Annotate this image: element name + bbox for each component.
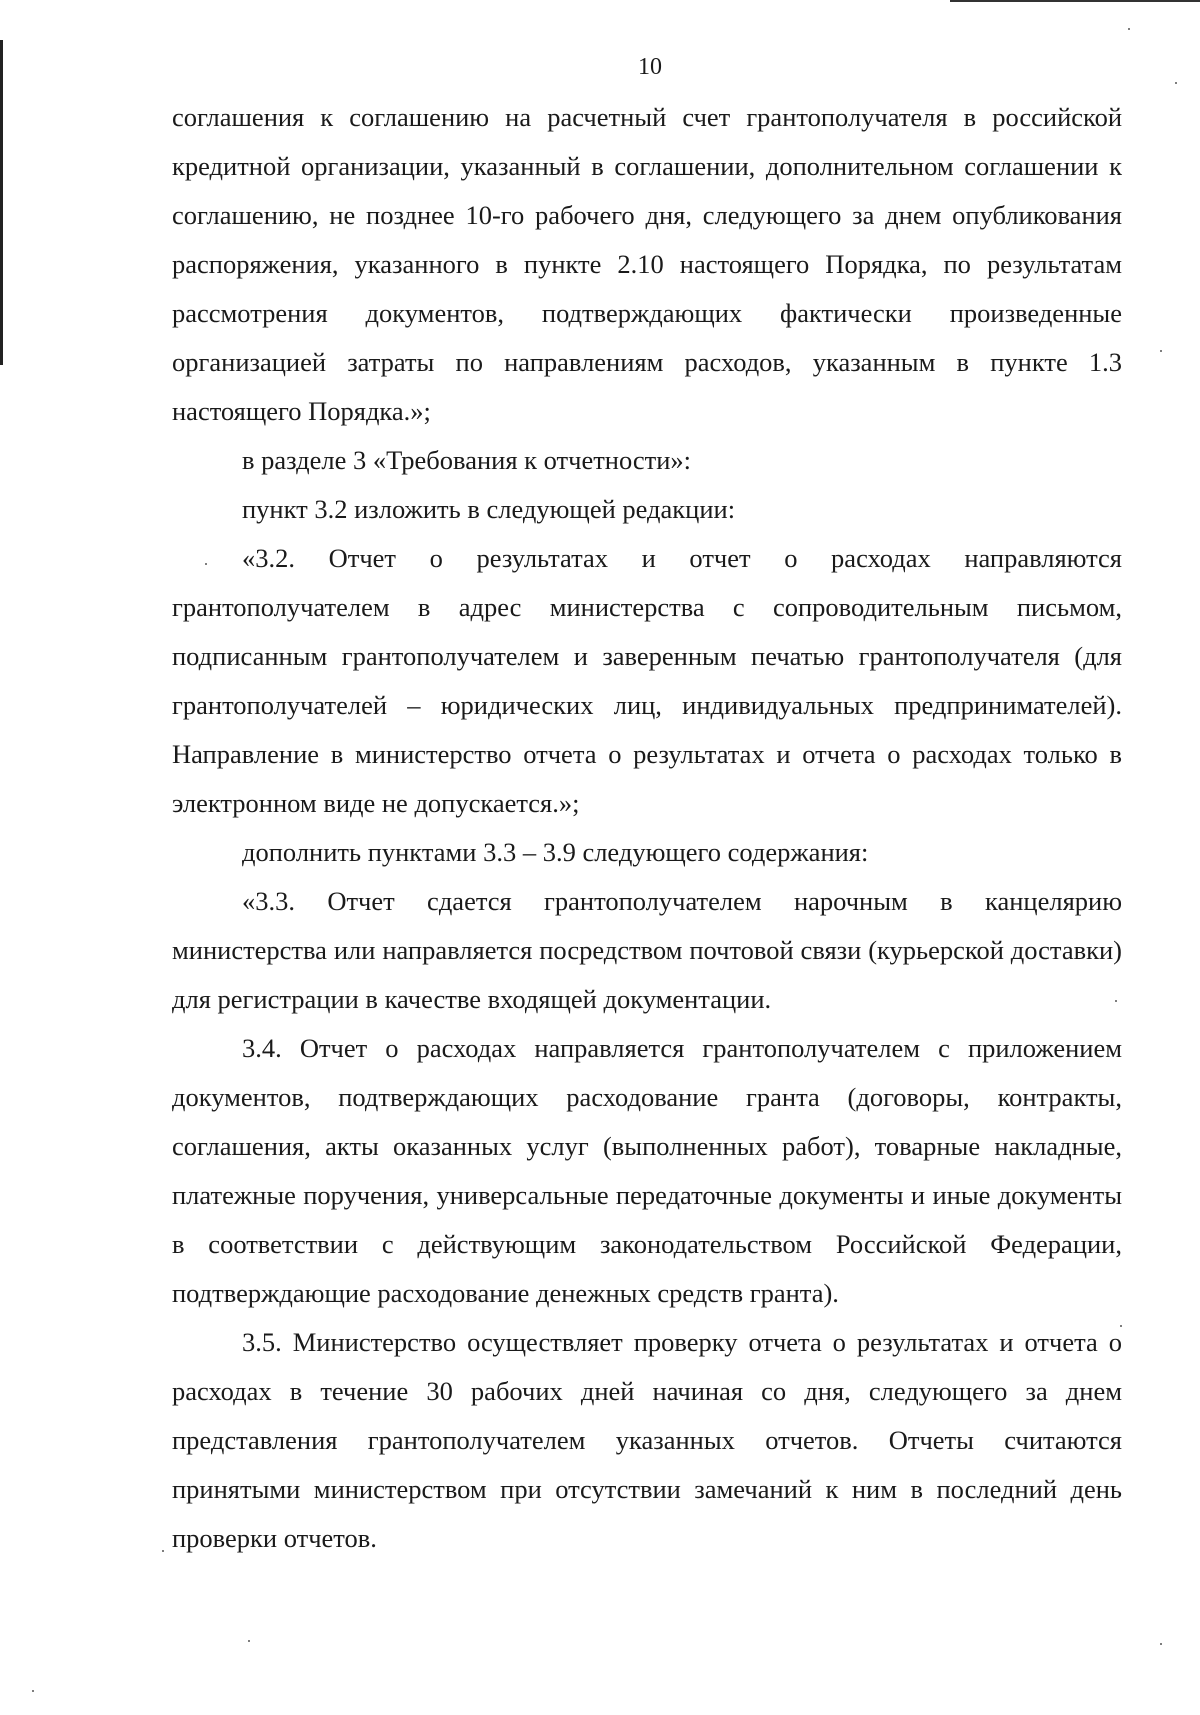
page-number: 10: [638, 54, 662, 80]
paragraph-section-3-reference: в разделе 3 «Требования к отчетности»:: [242, 445, 692, 475]
paragraph-clause-3-2: «3.2. Отчет о результатах и отчет о расходах направляются грантополучателем в адрес министерства с сопроводительным письмом, подписанным грантополучателем и заверенным печатью грантополучателя (для грантополучателей – юридических лиц, индивидуальных предприниматeлей). Направление в министерство отчета о результатах и отчета о расходах только в электронном виде не допускается.»;: [172, 543, 1122, 818]
scan-speck: [32, 1690, 34, 1692]
scan-speck: [248, 1640, 250, 1642]
paragraph-continuation: соглашения к соглашению на расчетный счет грантополучателя в российской кредитной организации, указанный в соглашении, дополнительном соглашении к соглашению, не позднее 10-го рабочего дня, следующего за днем опубликования распоряжения, указанного в пункте 2.10 настоящего Порядка, по результатам рассмотрения документов, подтверждающих фактически произведенные организацией затраты по направлениям расходов, указанным в пункте 1.3 настоящего Порядка.»;: [172, 102, 1122, 426]
paragraph-clause-3-5: 3.5. Министерство осуществляет проверку отчета о результатах и отчета о расходах в течение 30 рабочих дней начиная со дня, следующего за днем представления грантополучателем указанных отчетов. Отчеты считаются принятыми министерством при отсутствии замечаний к ним в последний день проверки отчетов.: [172, 1327, 1122, 1553]
scan-speck: [1160, 350, 1162, 352]
paragraph-clause-3-2-intro: пункт 3.2 изложить в следующей редакции:: [242, 494, 736, 524]
scan-speck: [1175, 82, 1177, 84]
scan-speck: [1160, 1643, 1162, 1645]
paragraph-clause-3-3: «3.3. Отчет сдается грантополучателем нарочным в канцелярию министерства или направляется посредством почтовой связи (курьерской доставки) для регистрации в качестве входящей документации.: [172, 886, 1122, 1014]
scan-top-edge-line: [950, 0, 1200, 2]
scan-speck: [162, 1550, 164, 1552]
paragraph-clause-3-4: 3.4. Отчет о расходах направляется грантополучателем с приложением документов, подтверждающих расходование гранта (договоры, контракты, соглашения, акты оказанных услуг (выполненных работ), товарные накладные, платежные поручения, универсальные передаточные документы и иные документы в соответствии с действующим законодательством Российской Федерации, подтверждающие расходование денежных средств гранта).: [172, 1033, 1122, 1308]
document-body: [172, 93, 1122, 1563]
scan-speck: [1128, 28, 1130, 30]
scan-edge-line: [0, 40, 3, 365]
paragraph-clauses-3-3-3-9-intro: дополнить пунктами 3.3 – 3.9 следующего содержания:: [242, 837, 869, 867]
